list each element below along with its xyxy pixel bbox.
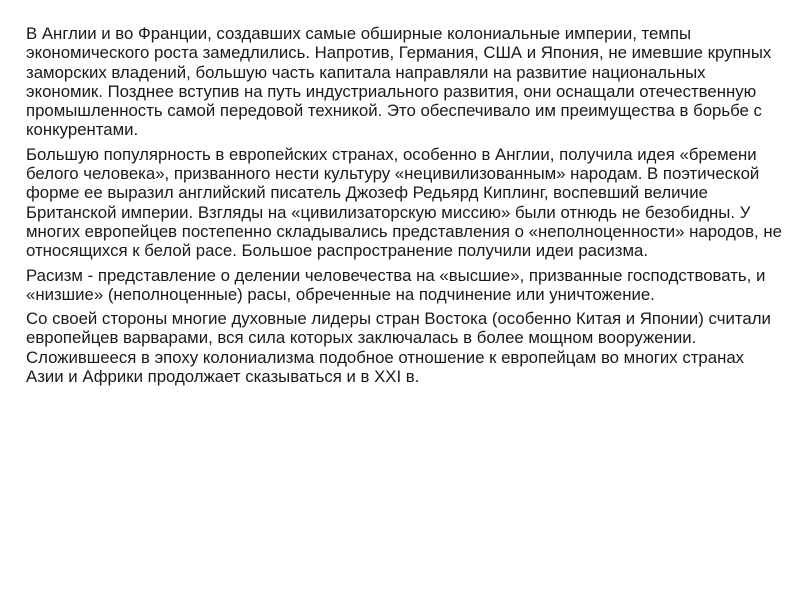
paragraph-racism-definition: Расизм - представление о делении человечества на «высшие», призванные господствовать, и «низшие» (неполноценные) расы, обреченные на подчинение или уничтожение. [26,265,766,304]
text-block [26,24,786,386]
paragraph-colonial-empires: В Англии и во Франции, создавших самые обширные колониальные империи, темпы экономического роста замедлились. Напротив, Германия, США и Япония, не имевшие крупных заморских владений, большую часть капитала направляли на развитие национальных экономик. Позднее вступив на путь индустриального развития, они оснащали отечественную промышленность самой передовой техникой. Это обеспечивало им преимущества в борьбе с конкурентами. [26,24,772,140]
paragraph-eastern-view: Со своей стороны многие духовные лидеры стран Востока (особенно Китая и Японии) считали европейцев варварами, вся сила которых заключалась в более мощном вооружении. Сложившееся в эпоху колониализма подобное отношение к европейцам во многих странах Азии и Африки продолжает сказываться и в XXI в. [26,309,771,387]
paragraph-white-mans-burden: Большую популярность в европейских странах, особенно в Англии, получила идея «бремени белого человека», призванного нести культуру «нецивилизованным» народам. В поэтической форме ее выразил английский писатель Джозеф Редьярд Киплинг, воспевший величие Британской империи. Взгляды на «цивилизаторскую миссию» были отнюдь не безобидны. У многих европейцев постепенно складывались представления о «неполноценности» народов, не относящихся к белой расе. Большое распространение получили идеи расизма. [26,144,782,261]
